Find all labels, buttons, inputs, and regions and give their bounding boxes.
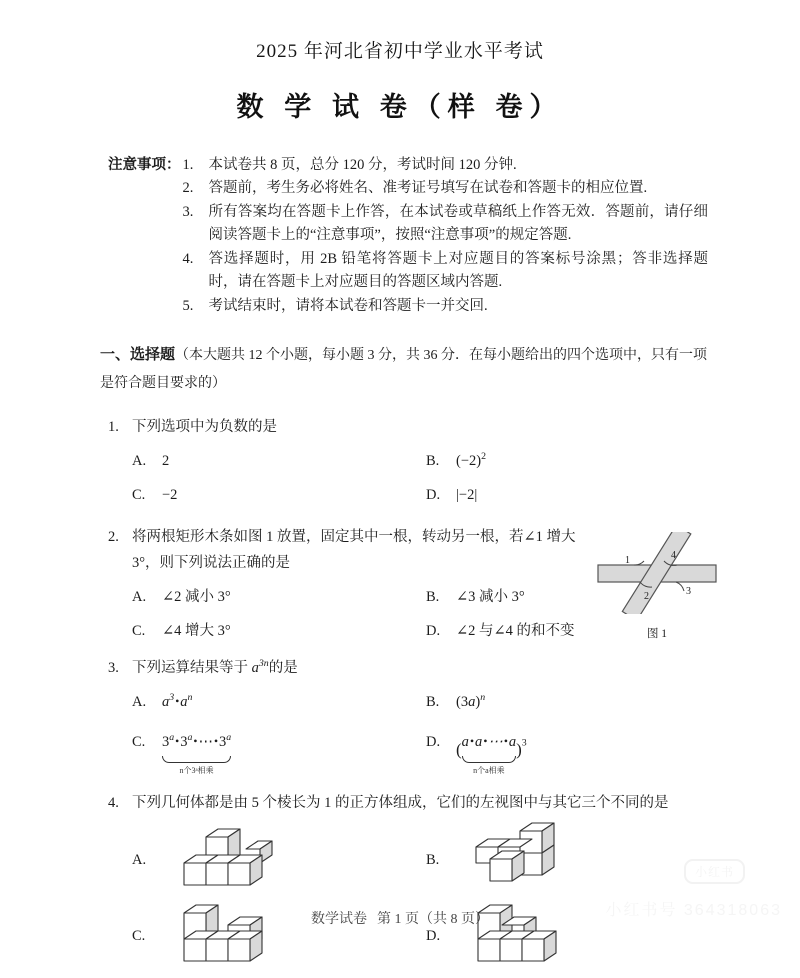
question-stem: 将两根矩形木条如图 1 放置，固定其中一根，转动另一根，若∠1 增大 3°，则下列说法正确的是 bbox=[132, 529, 576, 572]
question-number: 3. bbox=[108, 659, 119, 676]
option-key: C. bbox=[132, 487, 146, 504]
question-1 bbox=[0, 414, 800, 508]
question-number: 1. bbox=[108, 418, 119, 435]
notice-item-text: 考试结束时，请将本试卷和答题卡一并交回. bbox=[208, 297, 488, 314]
notice-item-text: 答选择题时，用 2B 铅笔将答题卡上对应题目的答案标号涂黑；答非选择题时，请在答题卡上对应题目的答题区域内答题. bbox=[208, 250, 708, 291]
cube-solid-a bbox=[162, 819, 302, 893]
question-stem-suffix: 的是 bbox=[268, 659, 298, 676]
underbrace-group: a•a•⋯•a n个a相乘 bbox=[462, 729, 516, 778]
option-key: C. bbox=[132, 733, 146, 750]
figure-1 bbox=[592, 532, 722, 645]
question-number: 2. bbox=[108, 529, 119, 546]
option-key: B. bbox=[426, 452, 440, 469]
option-d[interactable] bbox=[426, 482, 720, 508]
notice-item-number: 2. bbox=[182, 180, 194, 197]
notice-block bbox=[0, 154, 800, 318]
option-text: −2 bbox=[162, 487, 178, 504]
option-key: A. bbox=[132, 693, 147, 710]
notice-item-number: 5. bbox=[182, 297, 194, 314]
option-a[interactable] bbox=[132, 448, 426, 474]
angle-label-3: 3 bbox=[686, 586, 691, 598]
notice-item-number: 3. bbox=[182, 203, 194, 220]
option-d[interactable] bbox=[426, 729, 720, 778]
option-key: B. bbox=[426, 852, 440, 869]
cube-solid-b bbox=[456, 819, 596, 893]
section-header bbox=[0, 342, 800, 398]
notice-list bbox=[183, 154, 709, 318]
footer-subject: 数学试卷 bbox=[311, 912, 367, 927]
question-stem-prefix: 下列运算结果等于 bbox=[132, 659, 252, 676]
angle-arc-3 bbox=[676, 582, 684, 591]
question-3-options bbox=[108, 689, 720, 779]
option-key: A. bbox=[132, 452, 147, 469]
option-text: $(3a)^n$ bbox=[456, 691, 486, 710]
option-text: ∠2 与∠4 的和不变 bbox=[456, 623, 575, 640]
section-name: 选择题 bbox=[130, 347, 176, 364]
option-b[interactable] bbox=[426, 689, 720, 715]
option-key: C. bbox=[132, 623, 146, 640]
option-text: ( a•a•⋯•a n个a相乘 )$^3$ bbox=[456, 729, 720, 778]
option-text: 2 bbox=[162, 452, 170, 469]
option-text: $(-2)^2$ bbox=[456, 451, 487, 469]
option-c[interactable] bbox=[132, 729, 426, 778]
option-key: C. bbox=[132, 928, 146, 945]
notice-item-text: 答题前，考生务必将姓名、准考证号填写在试卷和答题卡的相应位置. bbox=[208, 180, 648, 197]
option-text: ∠2 减小 3° bbox=[162, 589, 231, 606]
notice-item bbox=[183, 154, 709, 177]
watermark-badge: 小红书 bbox=[684, 859, 745, 884]
notice-label: 注意事项： bbox=[108, 157, 181, 173]
question-stem: 下列选项中为负数的是 bbox=[132, 418, 277, 435]
question-stem bbox=[132, 655, 720, 681]
angle-label-1: 1 bbox=[625, 555, 630, 567]
page-footer bbox=[0, 908, 800, 928]
option-text bbox=[162, 729, 426, 778]
section-number: 一、 bbox=[100, 347, 131, 364]
option-a[interactable] bbox=[132, 584, 426, 610]
solid-figure-a bbox=[162, 819, 426, 902]
notice-item-number: 1. bbox=[182, 157, 194, 173]
option-c[interactable] bbox=[132, 482, 426, 508]
crossed-bars-diagram bbox=[592, 532, 722, 614]
notice-item bbox=[183, 201, 709, 248]
underbrace-label: n个a相乘 bbox=[473, 765, 505, 775]
cube-solid-d bbox=[456, 895, 596, 969]
option-text: ∠3 减小 3° bbox=[456, 589, 525, 606]
option-text: $a^3•a^n$ bbox=[162, 691, 193, 710]
question-number: 4. bbox=[108, 795, 119, 812]
option-key: D. bbox=[426, 928, 441, 945]
notice-item bbox=[183, 177, 709, 200]
figure-1-caption: 图 1 bbox=[646, 628, 668, 641]
option-key: A. bbox=[132, 852, 147, 869]
watermark-text: 小红书号 364318063 bbox=[605, 902, 782, 919]
option-key: A. bbox=[132, 589, 147, 606]
option-b[interactable] bbox=[426, 822, 720, 898]
question-4 bbox=[0, 790, 800, 974]
option-b[interactable] bbox=[426, 448, 720, 474]
notice-item-number: 4. bbox=[182, 250, 194, 267]
notice-item-text: 所有答案均在答题卡上作答，在本试卷或草稿纸上作答无效．答题前，请仔细阅读答题卡上的“注意事项”，按照“注意事项”的规定答题. bbox=[208, 203, 708, 244]
option-key: D. bbox=[426, 487, 441, 504]
notice-item bbox=[183, 295, 709, 318]
notice-item-text: 本试卷共 8 页，总分 120 分，考试时间 120 分钟. bbox=[208, 157, 517, 173]
option-c[interactable] bbox=[132, 618, 426, 644]
angle-label-2: 2 bbox=[644, 591, 649, 603]
footer-page-number: 第 1 页（共 8 页） bbox=[377, 912, 489, 927]
option-text: |−2| bbox=[456, 487, 478, 504]
underbrace-bracket bbox=[162, 756, 231, 763]
underbrace-group: 3$^a$•3$^a$•⋯•3$^a$ n个3ᵃ相乘 bbox=[162, 729, 231, 778]
option-a[interactable] bbox=[132, 689, 426, 715]
solid-figure-b bbox=[456, 819, 720, 902]
option-key: D. bbox=[426, 733, 441, 750]
option-text: ∠4 增大 3° bbox=[162, 623, 231, 640]
notice-item bbox=[183, 248, 709, 295]
option-key: D. bbox=[426, 623, 441, 640]
option-a[interactable] bbox=[132, 822, 426, 898]
exam-title-line2: 数 学 试 卷（样 卷） bbox=[236, 92, 564, 122]
question-3 bbox=[0, 655, 800, 779]
option-key: B. bbox=[426, 589, 440, 606]
angle-label-4: 4 bbox=[671, 550, 676, 562]
cube-solid-c bbox=[162, 895, 302, 969]
question-stem-math: $a^{3n}$ bbox=[251, 657, 269, 676]
exam-title-line1: 2025 年河北省初中学业水平考试 bbox=[256, 41, 544, 62]
question-stem: 下列几何体都是由 5 个棱长为 1 的正方体组成，它们的左视图中与其它三个不同的是 bbox=[132, 795, 669, 812]
underbrace-bracket bbox=[462, 756, 516, 763]
underbrace-label: n个3ᵃ相乘 bbox=[179, 765, 214, 775]
question-2 bbox=[0, 524, 800, 644]
question-1-options bbox=[108, 448, 720, 508]
section-description: （本大题共 12 个小题，每小题 3 分，共 36 分．在每小题给出的四个选项中，只有一项是符合题目要求的） bbox=[100, 348, 708, 392]
option-key: B. bbox=[426, 693, 440, 710]
